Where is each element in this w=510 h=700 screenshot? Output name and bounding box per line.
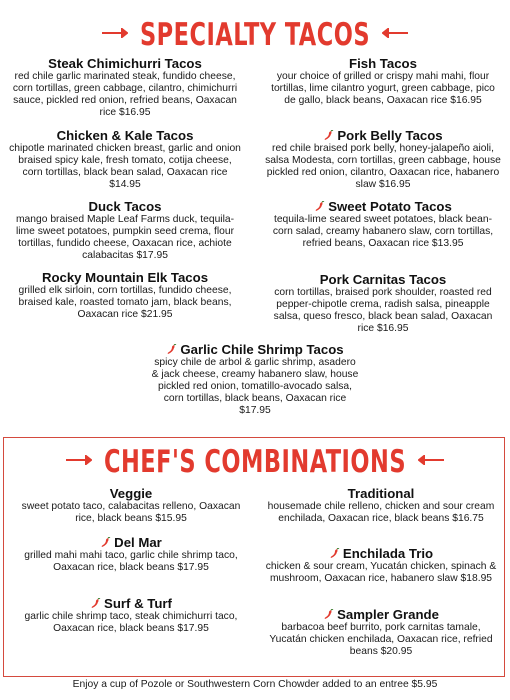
combo-item-veggie bbox=[14, 486, 248, 525]
item-name: Traditional bbox=[347, 486, 415, 501]
item-description: corn tortillas, braised pork shoulder, roasted red pepper-chipotle crema, radish salsa, pineapple salsa, queso fresco, black bean salad, Oaxacan rice $16.95 bbox=[273, 287, 493, 335]
item-description: grilled mahi mahi taco, garlic chile shrimp taco, Oaxacan rice, black beans $17.95 bbox=[24, 550, 238, 574]
item-name: Chicken & Kale Tacos bbox=[56, 128, 194, 143]
combo-item-sampler-grande bbox=[262, 607, 500, 658]
item-description: your choice of grilled or crispy mahi mahi, flour tortillas, lime cilantro yogurt, green cabbage, pico de gallo, black beans, Oaxacan rice $16.95 bbox=[271, 71, 495, 107]
item-description: tequila-lime seared sweet potatoes, black bean-corn salad, creamy habanero slaw, corn tortillas, refried beans, Oaxacan rice $13.95 bbox=[272, 214, 494, 250]
item-description: chipotle marinated chicken breast, garlic and onion braised spicy kale, fresh tomato, cotija cheese, corn tortillas, black bean salad, Oaxacan rice $14.95 bbox=[9, 143, 241, 191]
left-ornament-icon bbox=[64, 455, 92, 465]
item-name: Duck Tacos bbox=[88, 199, 162, 214]
chili-pepper-icon bbox=[100, 536, 111, 547]
item-name: Rocky Mountain Elk Tacos bbox=[41, 270, 209, 285]
menu-item-fish-tacos bbox=[264, 56, 502, 107]
item-name: Garlic Chile Shrimp Tacos bbox=[180, 342, 344, 357]
item-description: sweet potato taco, calabacitas relleno, Oaxacan rice, black beans $15.95 bbox=[21, 501, 241, 525]
footer-note: Enjoy a cup of Pozole or Southwestern Corn Chowder added to an entree $5.95 bbox=[72, 679, 438, 690]
item-description: red chile garlic marinated steak, fundido cheese, corn tortillas, green cabbage, cilantro, chimichurri sauce, pickled red onion, refried beans, Oaxacan rice $16.95 bbox=[12, 71, 238, 119]
combo-item-del-mar bbox=[14, 535, 248, 574]
combo-item-traditional bbox=[262, 486, 500, 525]
item-name: Pork Carnitas Tacos bbox=[319, 272, 447, 287]
right-ornament-icon bbox=[382, 28, 410, 38]
item-name: Surf & Turf bbox=[104, 596, 172, 611]
item-name: Enchilada Trio bbox=[342, 546, 434, 561]
item-name: Sampler Grande bbox=[337, 607, 439, 622]
menu-item-rocky-mountain-elk-tacos bbox=[8, 270, 242, 321]
menu-item-duck-tacos bbox=[8, 199, 242, 262]
combo-item-surf-turf bbox=[14, 596, 248, 635]
left-ornament-icon bbox=[100, 28, 128, 38]
item-name: Pork Belly Tacos bbox=[337, 128, 443, 143]
chili-pepper-icon bbox=[166, 343, 177, 354]
item-description: grilled elk sirloin, corn tortillas, fundido cheese, braised kale, roasted tomato jam, black beans, Oaxacan rice $21.95 bbox=[18, 285, 232, 321]
menu-item-steak-chimichurri-tacos bbox=[8, 56, 242, 119]
chili-pepper-icon bbox=[314, 200, 325, 211]
item-description: barbacoa beef burrito, pork carnitas tamale, Yucatán chicken enchilada, Oaxacan rice, refried beans $20.95 bbox=[269, 622, 493, 658]
menu-item-pork-belly-tacos bbox=[264, 128, 502, 191]
specialty-tacos-heading bbox=[0, 16, 510, 53]
item-description: spicy chile de arbol & garlic shrimp, asadero & jack cheese, creamy habanero slaw, house pickled red onion, tomatillo-avocado salsa, corn tortillas, black beans, Oaxacan rice $17.95 bbox=[151, 357, 359, 417]
item-name: Fish Tacos bbox=[349, 56, 417, 71]
chili-pepper-icon bbox=[329, 547, 340, 558]
item-description: red chile braised pork belly, honey-jalapeño aioli, salsa Modesta, corn tortillas, green cabbage, house pickled red onion, cilantro, Oaxacan rice, habanero slaw $16.95 bbox=[265, 143, 501, 191]
menu-item-chicken-kale-tacos bbox=[8, 128, 242, 191]
chili-pepper-icon bbox=[323, 608, 334, 619]
chefs-combinations-heading bbox=[0, 443, 510, 480]
right-ornament-icon bbox=[418, 455, 446, 465]
item-name: Veggie bbox=[109, 486, 153, 501]
menu-item-pork-carnitas-tacos bbox=[264, 272, 502, 335]
item-name: Steak Chimichurri Tacos bbox=[48, 56, 202, 71]
menu-item-sweet-potato-tacos bbox=[264, 199, 502, 250]
item-description: mango braised Maple Leaf Farms duck, tequila-lime sweet potatoes, pumpkin seed crema, flour tortillas, fundido cheese, Oaxacan rice, achiote calabacitas $17.95 bbox=[15, 214, 235, 262]
specialty-tacos-title: SPECIALTY TACOS bbox=[139, 16, 371, 53]
item-name: Del Mar bbox=[114, 535, 162, 550]
combo-item-enchilada-trio bbox=[262, 546, 500, 585]
item-description: housemade chile relleno, chicken and sour cream enchilada, Oaxacan rice, black beans $16.75 bbox=[267, 501, 495, 525]
menu-item-garlic-chile-shrimp-tacos bbox=[150, 342, 360, 417]
chili-pepper-icon bbox=[323, 129, 334, 140]
chili-pepper-icon bbox=[90, 597, 101, 608]
item-description: garlic chile shrimp taco, steak chimichurri taco, Oaxacan rice, black beans $17.95 bbox=[24, 611, 238, 635]
item-description: chicken & sour cream, Yucatán chicken, spinach & mushroom, Oaxacan rice, habanero slaw $18.95 bbox=[265, 561, 497, 585]
chefs-combinations-title: CHEF'S COMBINATIONS bbox=[103, 443, 407, 480]
item-name: Sweet Potato Tacos bbox=[328, 199, 452, 214]
